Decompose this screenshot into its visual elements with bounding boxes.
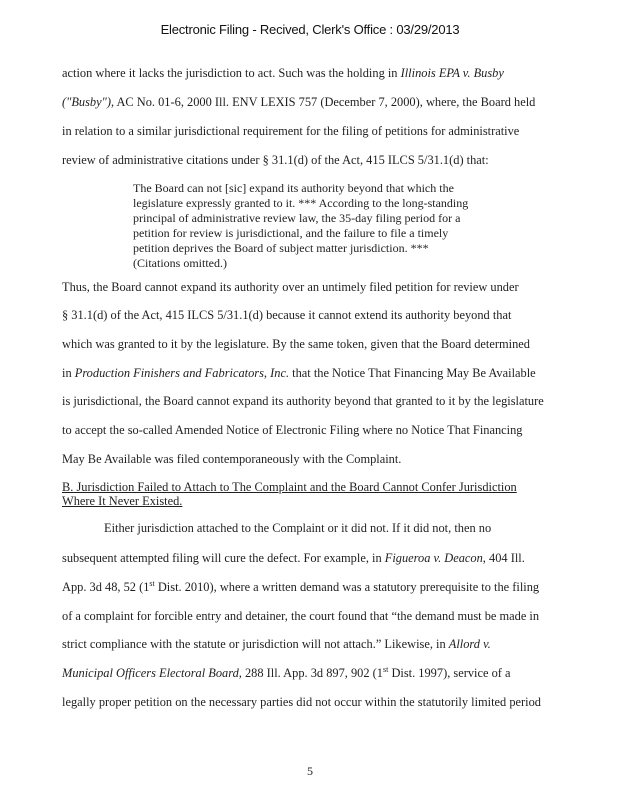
paragraph-line: App. 3d 48, 52 (1st Dist. 2010), where a written demand was a statutory prerequisite to the filing	[62, 578, 540, 594]
paragraph-line: Municipal Officers Electoral Board, 288 Ill. App. 3d 897, 902 (1st Dist. 1997), service of a	[62, 664, 511, 680]
block-quote: The Board can not [sic] expand its authority beyond that which the legislature expressly granted to it. *** According to the long-standing principal of administrative review law, the 35-day filing period for a petition for review is jurisdictional, and the failure to file a timely petition deprives the Board of subject matter jurisdiction. *** (Citations omitted.)	[133, 181, 469, 270]
paragraph-line: of a complaint for forcible entry and detainer, the court found that “the demand must be made in	[62, 609, 540, 623]
paragraph-line: Thus, the Board cannot expand its authority over an untimely filed petition for review under	[62, 280, 519, 294]
paragraph-line: is jurisdictional, the Board cannot expand its authority beyond that granted to it by the legislature	[62, 394, 544, 408]
paragraph-line: strict compliance with the statute or jurisdiction will not attach.” Likewise, in Allord v.	[62, 637, 491, 651]
paragraph-line: Either jurisdiction attached to the Complaint or it did not. If it did not, then no	[104, 521, 492, 535]
section-heading: B. Jurisdiction Failed to Attach to The Complaint and the Board Cannot Confer Jurisdiction Where It Never Existed.	[62, 480, 517, 508]
paragraph-line: subsequent attempted filing will cure the defect. For example, in Figueroa v. Deacon, 404 Ill.	[62, 551, 525, 565]
filing-stamp-header: Electronic Filing - Recived, Clerk's Office : 03/29/2013	[160, 22, 460, 37]
paragraph-line: in relation to a similar jurisdictional requirement for the filing of petitions for administrative	[62, 124, 520, 138]
paragraph-line: in Production Finishers and Fabricators, Inc. that the Notice That Financing May Be Available	[62, 366, 536, 380]
paragraph-line: May Be Available was filed contemporaneously with the Complaint.	[62, 452, 402, 466]
paragraph-line: ("Busby"), AC No. 01-6, 2000 Ill. ENV LEXIS 757 (December 7, 2000), where, the Board held	[62, 95, 536, 109]
paragraph-line: § 31.1(d) of the Act, 415 ILCS 5/31.1(d) because it cannot extend its authority beyond that	[62, 308, 512, 322]
paragraph-line: review of administrative citations under § 31.1(d) of the Act, 415 ILCS 5/31.1(d) that:	[62, 153, 489, 167]
paragraph-line: to accept the so-called Amended Notice of Electronic Filing where no Notice That Financing	[62, 423, 523, 437]
page-number: 5	[307, 764, 313, 778]
paragraph-line: which was granted to it by the legislature. By the same token, given that the Board determined	[62, 337, 530, 351]
paragraph-line: action where it lacks the jurisdiction to act. Such was the holding in Illinois EPA v. Busby	[62, 66, 504, 80]
paragraph-line: legally proper petition on the necessary parties did not occur within the statutorily limited period	[62, 695, 541, 709]
